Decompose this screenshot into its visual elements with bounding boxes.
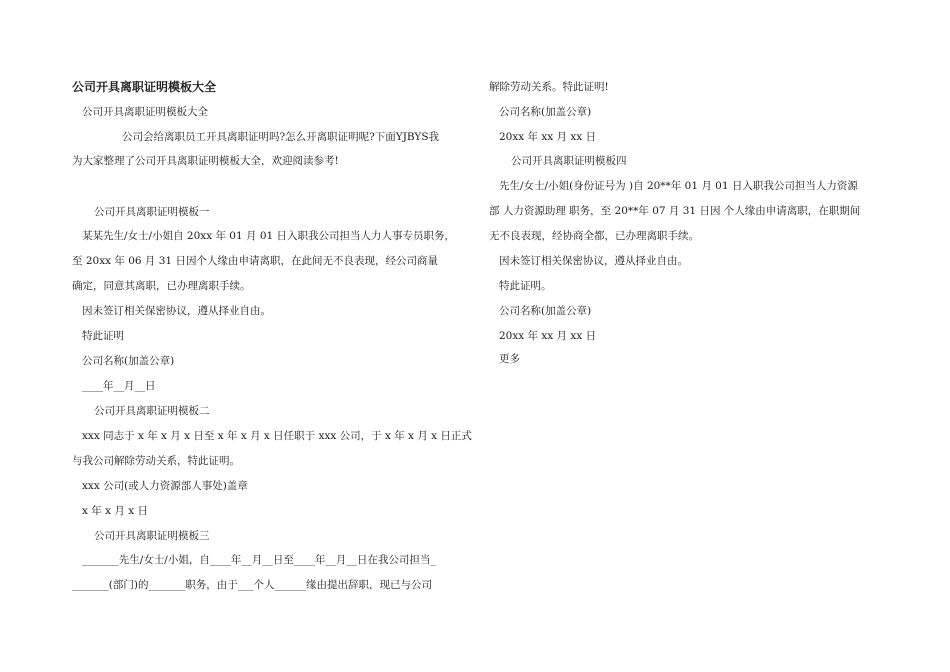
template-2-date: x 年 x 月 x 日 xyxy=(82,505,148,517)
template-4-body-3: 无不良表现，经协商全都，已办理离职手续。 xyxy=(489,230,699,242)
template-4-heading: 公司开具离职证明模板四 xyxy=(511,155,627,167)
more-link[interactable]: 更多 xyxy=(499,353,520,365)
template-1-certify: 特此证明 xyxy=(82,330,124,342)
intro-line-2: 为大家整理了公司开具离职证明模板大全，欢迎阅读参考! xyxy=(72,155,339,167)
template-2-heading: 公司开具离职证明模板二 xyxy=(94,405,210,417)
template-3-body-3: 解除劳动关系。特此证明! xyxy=(489,81,609,93)
subtitle-line: 公司开具离职证明模板大全 xyxy=(82,106,208,118)
template-3-body-2: _______(部门)的_______职务，由于___个人______缘由提出辞职，现已与公司 xyxy=(72,579,432,591)
template-1-date: ____年__月__日 xyxy=(82,380,156,392)
template-1-heading: 公司开具离职证明模板一 xyxy=(94,206,210,218)
template-4-company: 公司名称(加盖公章) xyxy=(499,305,592,317)
template-2-body-2: 与我公司解除劳动关系，特此证明。 xyxy=(72,455,240,467)
template-2-body-1: xxx 同志于 x 年 x 月 x 日至 x 年 x 月 x 日任职于 xxx 公司，于 x 年 x 月 x 日正式 xyxy=(82,430,472,442)
intro-line-1: 公司会给离职员工开具离职证明吗?怎么开离职证明呢?下面YJBYS我 xyxy=(122,131,440,143)
document-title: 公司开具离职证明模板大全 xyxy=(72,80,217,94)
template-4-date: 20xx 年 xx 月 xx 日 xyxy=(499,330,597,342)
template-2-company: xxx 公司(或人力资源部人事处)盖章 xyxy=(82,480,248,492)
template-1-body-1: 某某先生/女士/小姐自 20xx 年 01 月 01 日入职我公司担当人力人事专员职务， xyxy=(82,230,456,242)
template-4-body-2: 部 人力资源助理 职务，至 20**年 07 月 31 日因 个人缘由申请离职，在职期间 xyxy=(489,205,861,217)
template-3-date: 20xx 年 xx 月 xx 日 xyxy=(499,131,597,143)
template-4-body-1: 先生/女士/小姐(身份证号为 )自 20**年 01 月 01 日入职我公司担当人力资源 xyxy=(499,180,858,192)
template-1-company: 公司名称(加盖公章) xyxy=(82,355,175,367)
template-3-body-1: _______先生/女士/小姐，自____年__月__日至____年__月__日在我公司担当_ xyxy=(82,554,436,566)
template-4-certify: 特此证明。 xyxy=(499,280,552,292)
template-1-clause: 因未签订相关保密协议，遵从择业自由。 xyxy=(82,305,271,317)
template-1-body-2: 至 20xx 年 06 月 31 日因个人缘由申请离职，在此间无不良表现，经公司商量 xyxy=(72,255,438,267)
template-1-body-3: 确定，同意其离职，已办理离职手续。 xyxy=(72,280,251,292)
template-3-company: 公司名称(加盖公章) xyxy=(499,106,592,118)
template-4-clause: 因未签订相关保密协议，遵从择业自由。 xyxy=(499,255,688,267)
template-3-heading: 公司开具离职证明模板三 xyxy=(94,530,210,542)
